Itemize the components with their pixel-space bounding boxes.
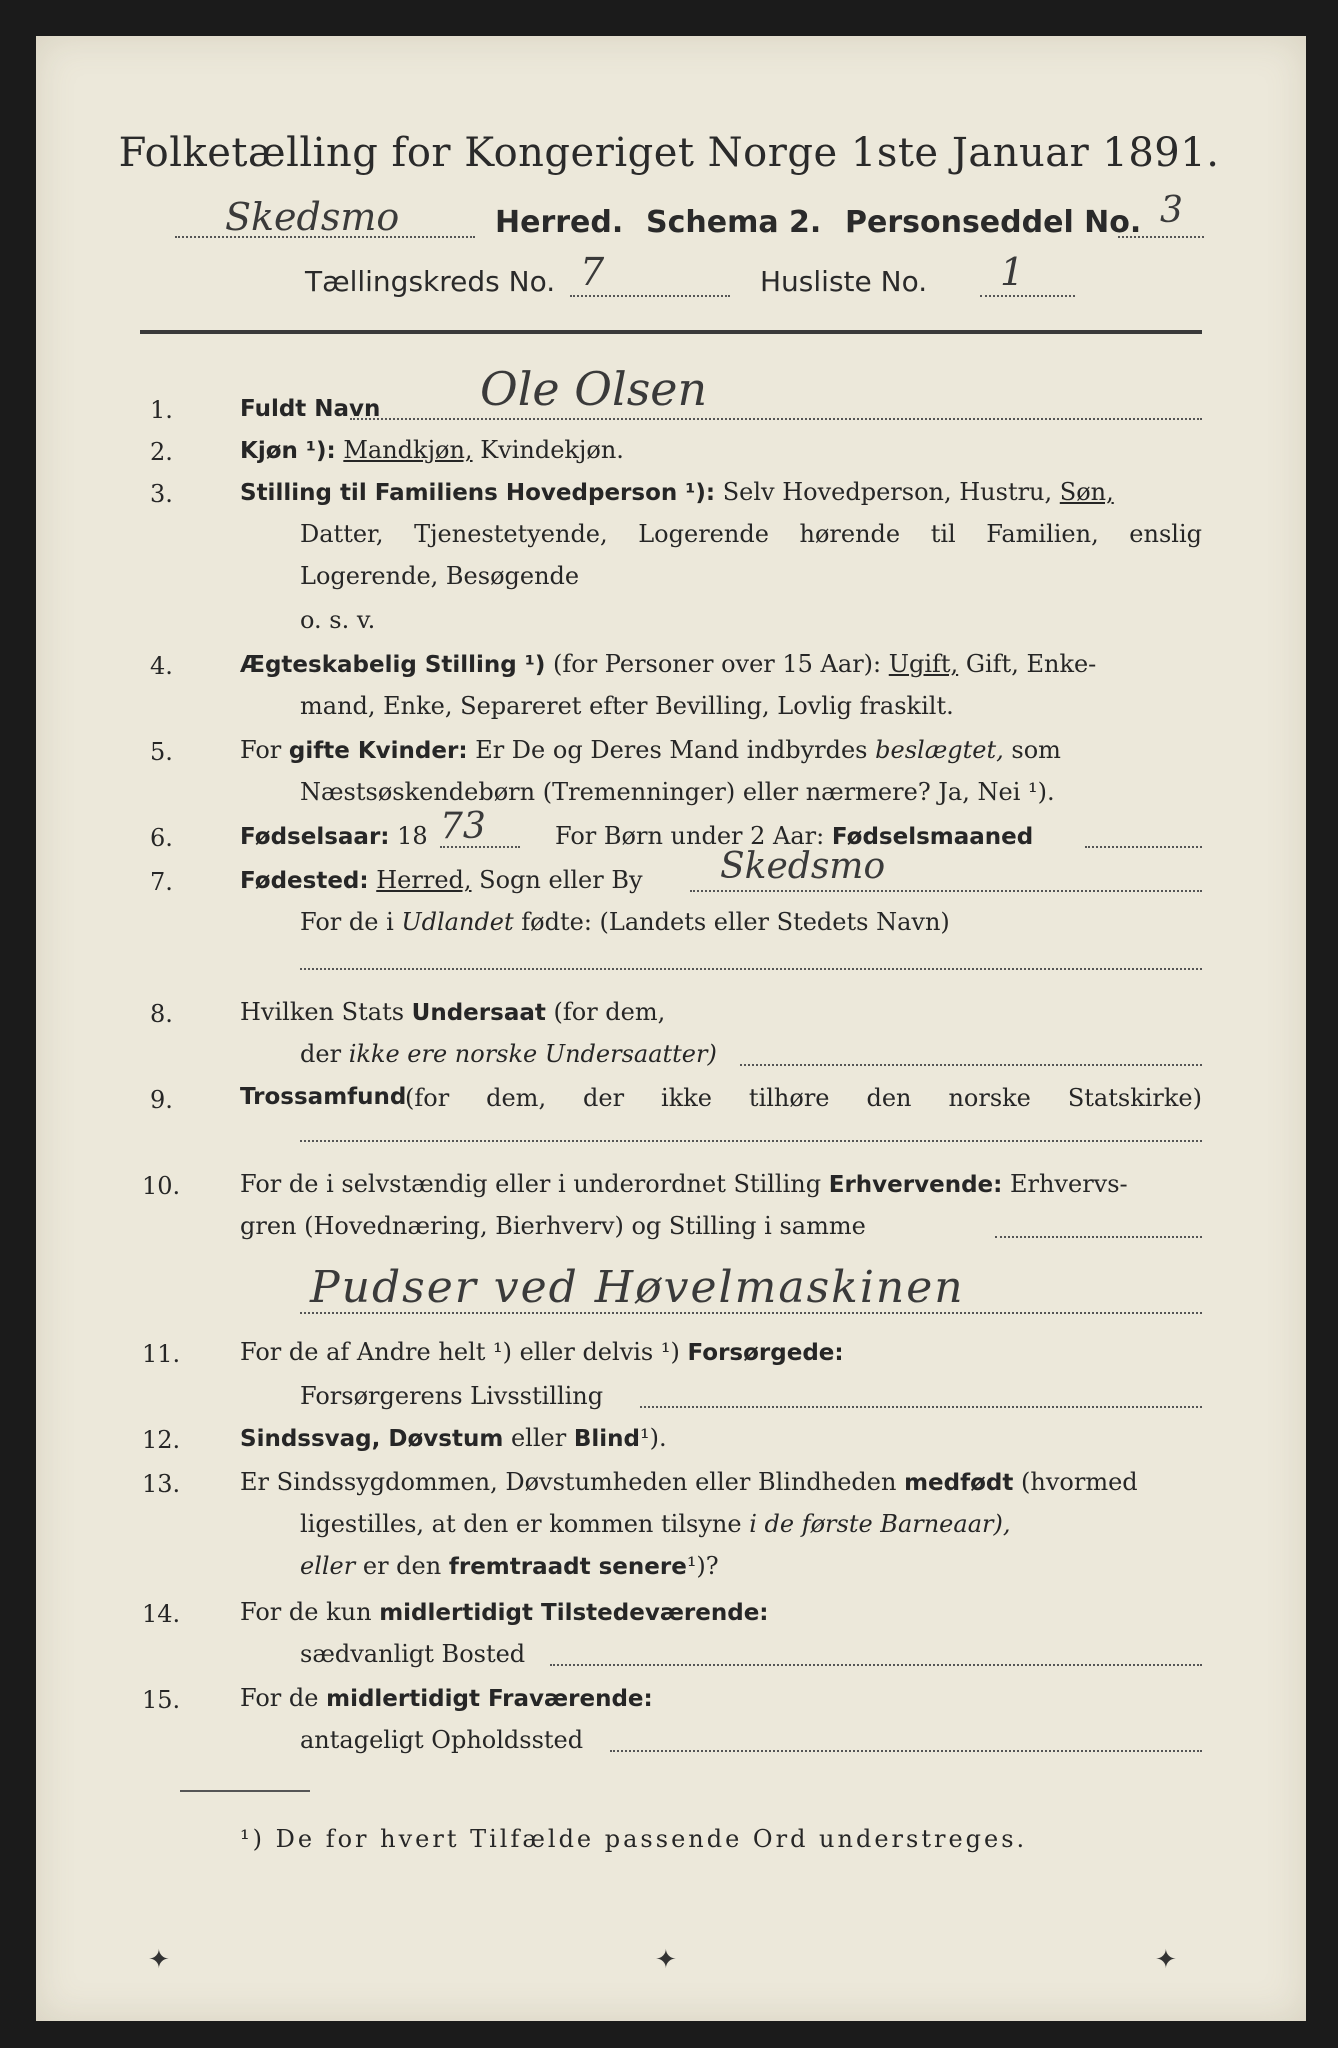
herred-label: Herred. [495,205,624,240]
item-12-number: 12. [142,1426,181,1454]
item-11-number: 11. [142,1340,181,1368]
item-9-text: (for dem, der ikke tilhøre den norske Statskirke) [405,1084,1202,1112]
item-3-option-selected: Søn, [1059,478,1114,506]
item-9-number: 9. [150,1086,173,1114]
item-2-number: 2. [150,438,173,466]
item-4-line-2: mand, Enke, Separeret efter Bevilling, Lovlig fraskilt. [300,692,954,720]
item-4-number: 4. [150,652,173,680]
item-6-rest-a: For Børn under 2 Aar: [555,822,825,850]
item-11-line-2: Forsørgerens Livsstilling [300,1382,604,1410]
registration-mark-center-icon: ✦ [655,1945,677,1975]
item-14-a: For de kun [240,1598,372,1626]
item-7-option-selected: Herred, [376,866,472,894]
husliste-line [980,295,1075,297]
item-10-occupation-value: Pudser ved Høvelmaskinen [310,1262,965,1313]
item-15-a: For de [240,1684,319,1712]
personseddel-line [1118,236,1204,238]
item-3-options: Selv Hovedperson, Hustru, [722,478,1053,506]
item-7-line-2-b: fødte: (Landets eller Stedets Navn) [521,908,950,936]
item-14-line [550,1664,1202,1666]
item-1-label: Fuldt Navn [240,396,381,422]
item-13-a: Er Sindssygdommen, Døvstumheden eller Blindheden [240,1468,897,1496]
item-12-d: ¹). [639,1424,667,1452]
item-11-b: Forsørgede: [687,1340,844,1366]
item-12-b: eller [510,1424,567,1452]
item-12-c: Blind [573,1426,640,1452]
item-15-b: midlertidigt Fraværende: [326,1686,653,1712]
item-6-year-value: 73 [440,806,486,847]
item-10-a: For de i selvstændig eller i underordnet Stilling [240,1170,822,1198]
item-5-label-a: For [240,736,282,764]
item-8-line-2-a: der [300,1040,342,1068]
item-13-line-3-italic: eller [300,1552,356,1580]
item-5-label-b: gifte Kvinder: [288,738,468,764]
item-7-line [690,890,1202,892]
item-10-c: Erhvervs- [1009,1170,1128,1198]
item-15-line [610,1750,1202,1752]
item-8-a: Hvilken Stats [240,998,405,1026]
item-8-line [740,1064,1202,1066]
item-11-a: For de af Andre helt ¹) eller delvis ¹) [240,1338,680,1366]
item-1-name-value: Ole Olsen [480,362,708,416]
taellingskreds-value: 7 [580,250,605,294]
item-13-line-3-b: fremtraadt senere [448,1554,687,1580]
item-7-rest: Sogn eller By [479,866,643,894]
item-5-end: som [1011,736,1061,764]
item-6-year-line [440,846,520,848]
item-7-line-2-a: For de i [300,908,394,936]
item-13-b: medfødt [904,1470,1014,1496]
item-11-line [640,1406,1202,1408]
registration-mark-right-icon: ✦ [1155,1945,1177,1975]
item-13-number: 13. [142,1470,181,1498]
item-5-number: 5. [150,738,173,766]
item-13-line-3-c: ¹)? [686,1552,719,1580]
taellingskreds-line [570,295,730,297]
item-4-option-selected: Ugift, [888,650,959,678]
item-4-qualifier: (for Personer over 15 Aar): [553,650,882,678]
item-6-prefix: 18 [397,822,428,850]
item-3-line-4: o. s. v. [300,606,376,634]
item-5-line-2: Næstsøskendebørn (Tremenninger) eller nærmere? Ja, Nei ¹). [300,778,1055,806]
husliste-value: 1 [1000,250,1025,294]
item-13-c: (hvormed [1021,1468,1138,1496]
item-2-option: Kvindekjøn. [480,436,624,464]
item-15-line-2: antageligt Opholdssted [300,1726,584,1754]
item-8-c: (for dem, [553,998,666,1026]
registration-mark-left-icon: ✦ [148,1945,170,1975]
item-10-line-a [995,1236,1202,1238]
taellingskreds-label: Tællingskreds No. [305,265,556,298]
header-rule [140,330,1202,334]
item-4-options: Gift, Enke- [965,650,1097,678]
item-7-foreign-line [300,968,1202,970]
item-8-line-2-italic: ikke ere norske Undersaatter) [348,1040,717,1068]
item-15-number: 15. [142,1686,181,1714]
husliste-label: Husliste No. [760,265,928,298]
item-13-line-2-a: ligestilles, at den er kommen tilsyne [300,1510,742,1538]
item-3-label: Stilling til Familiens Hovedperson ¹): [240,480,716,506]
item-7-place-value: Skedsmo [720,846,886,887]
item-2-label: Kjøn ¹): [240,438,336,464]
item-5-italic: beslægtet, [875,736,1004,764]
form-title: Folketælling for Kongeriget Norge 1ste Januar 1891. [118,130,1220,176]
herred-line [175,236,475,238]
item-9-line [300,1140,1202,1142]
item-8-b: Undersaat [411,1000,546,1026]
item-12-a: Sindssvag, Døvstum [240,1426,504,1452]
item-6-number: 6. [150,824,173,852]
item-4-label: Ægteskabelig Stilling ¹) [240,652,546,678]
item-7-line-2-italic: Udlandet [401,908,514,936]
item-6-month-line [1085,846,1202,848]
item-14-number: 14. [142,1600,181,1628]
item-1-line [350,418,1202,420]
item-5-text: Er De og Deres Mand indbyrdes [475,736,868,764]
personseddel-value: 3 [1160,190,1183,231]
item-10-b: Erhvervende: [828,1172,1003,1198]
item-10-number: 10. [142,1172,181,1200]
item-14-line-2: sædvanligt Bosted [300,1640,526,1668]
schema-label: Schema 2. [646,205,822,240]
personseddel-label: Personseddel No. [845,205,1142,240]
footnote-rule [180,1790,310,1792]
item-10-line-b [300,1312,1202,1314]
item-1-number: 1. [150,396,173,424]
footnote: ¹) De for hvert Tilfælde passende Ord understreges. [240,1825,1028,1853]
item-10-line-2: gren (Hovednæring, Bierhverv) og Stilling i samme [240,1212,866,1240]
item-7-number: 7. [150,868,173,896]
item-13-line-3-a: er den [362,1552,442,1580]
item-14-b: midlertidigt Tilstedeværende: [379,1600,769,1626]
item-7-label: Fødested: [240,868,369,894]
item-3-line-3: Logerende, Besøgende [300,562,580,590]
item-8-number: 8. [150,1000,173,1028]
item-2-option-selected: Mandkjøn, [343,436,473,464]
item-6-label: Fødselsaar: [240,824,390,850]
herred-value: Skedsmo [225,195,400,239]
item-3-line-2: Datter, Tjenestetyende, Logerende hørende til Familien, enslig [300,520,1202,548]
item-3-number: 3. [150,480,173,508]
item-9-label: Trossamfund [240,1084,407,1110]
item-6-rest-b: Fødselsmaaned [831,824,1034,850]
item-13-line-2-italic: i de første Barneaar), [749,1510,1011,1538]
